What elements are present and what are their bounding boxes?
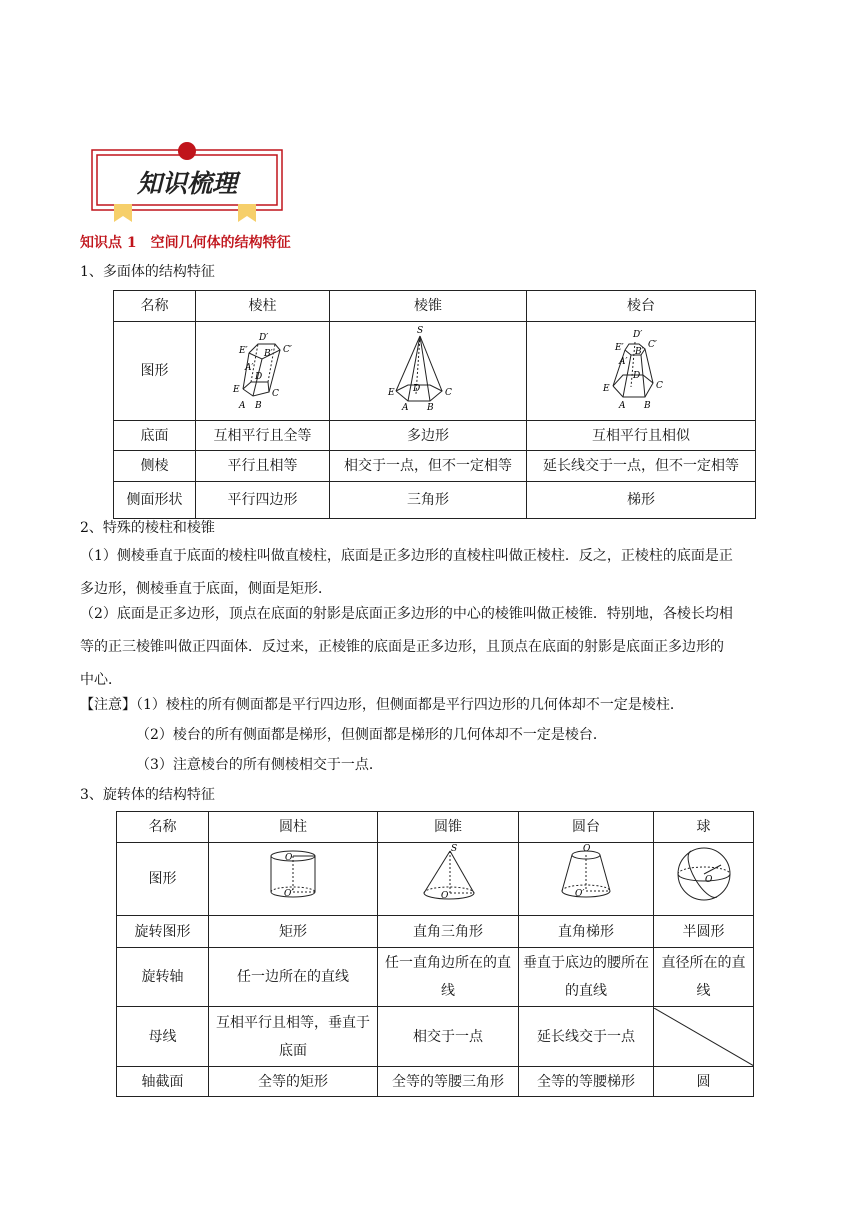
- table-header: 棱台: [527, 291, 756, 322]
- table-cell: 旋转图形: [117, 916, 209, 948]
- table-cell: 平行四边形: [196, 482, 330, 519]
- prism-label: E: [232, 385, 240, 395]
- table-row: [114, 482, 756, 519]
- table-cell: 任一直角边所在的直线: [378, 948, 519, 1007]
- text-line: 多边形，侧棱垂直于底面，侧面是矩形．: [80, 581, 332, 597]
- prism-label: A: [238, 401, 245, 410]
- table-cell: 圆: [654, 1067, 754, 1097]
- sphere-figure-cell: [654, 843, 754, 916]
- table-header: 球: [654, 812, 754, 843]
- cylinder-label: O: [285, 853, 293, 863]
- cylinder-label: O′: [284, 889, 294, 899]
- table-header: 圆锥: [378, 812, 519, 843]
- cone-label: S: [451, 844, 458, 854]
- table-header: 圆柱: [209, 812, 378, 843]
- table-cell: 侧面形状: [114, 482, 196, 519]
- table-cell: 图形: [114, 322, 196, 421]
- table-row: [117, 1007, 754, 1067]
- frustum-label: D′: [633, 330, 643, 340]
- prism-figure-cell: [196, 322, 330, 421]
- frustum-figure-cell: [527, 322, 756, 421]
- table-row: [117, 843, 754, 916]
- pyramid-label: S: [417, 326, 424, 336]
- section2-heading: 2、特殊的棱柱和棱锥: [80, 520, 215, 536]
- prism-label: B: [254, 401, 262, 410]
- frustum-label: B′: [635, 347, 644, 357]
- truncated-cone-label: O′: [575, 889, 585, 899]
- note-text: （1）棱柱的所有侧面都是平行四边形，但侧面都是平行四边形的几何体却不一定是棱柱．: [136, 697, 684, 713]
- note-line-1: [80, 694, 684, 714]
- pyramid-figure: [378, 322, 478, 410]
- frustum-figure: [591, 322, 691, 410]
- frustum-label: C: [656, 381, 663, 391]
- diagonal-empty-cell: [654, 1007, 754, 1067]
- text-line: （1）侧棱垂直于底面的棱柱叫做直棱柱，底面是正多边形的直棱柱叫做正棱柱．反之，正棱柱的底面是正: [80, 548, 733, 564]
- truncated-cone-label: O: [583, 844, 591, 854]
- knowledge-point-title: [80, 232, 291, 252]
- pyramid-label: E: [388, 388, 395, 398]
- prism-figure: [213, 322, 313, 410]
- table-row: [117, 812, 754, 843]
- knowledge-point-label: 知识点 1: [80, 235, 137, 251]
- table-cell: 垂直于底边的腰所在的直线: [519, 948, 654, 1007]
- revolution-body-table: [116, 811, 754, 1097]
- frustum-label: C′: [648, 340, 657, 350]
- table-cell: 图形: [117, 843, 209, 916]
- table-cell: 梯形: [527, 482, 756, 519]
- table-header: 棱柱: [196, 291, 330, 322]
- table-cell: 底面: [114, 421, 196, 451]
- prism-label: B′: [263, 349, 273, 359]
- section1-heading: 1、多面体的结构特征: [80, 264, 215, 280]
- table-cell: 矩形: [209, 916, 378, 948]
- table-cell: 延长线交于一点，但不一定相等: [527, 451, 756, 482]
- table-cell: 轴截面: [117, 1067, 209, 1097]
- table-cell: 全等的等腰梯形: [519, 1067, 654, 1097]
- table-cell: 相交于一点: [378, 1007, 519, 1067]
- truncated-cone-figure: [551, 843, 621, 905]
- table-cell: 互相平行且相似: [527, 421, 756, 451]
- table-row: [117, 948, 754, 1007]
- table-header: 圆台: [519, 812, 654, 843]
- table-header: 名称: [114, 291, 196, 322]
- text-line: （2）底面是正多边形，顶点在底面的射影是底面正多边形的中心的棱锥叫做正棱锥．特别地，各棱长均相: [80, 606, 733, 622]
- table-cell: 任一边所在的直线: [209, 948, 378, 1007]
- knowledge-point-name: 空间几何体的结构特征: [150, 235, 291, 251]
- table-cell: 半圆形: [654, 916, 754, 948]
- pyramid-label: D: [413, 384, 421, 394]
- table-cell: 全等的等腰三角形: [378, 1067, 519, 1097]
- sphere-figure: [669, 843, 739, 905]
- ribbon-right-icon: [238, 204, 256, 222]
- section3-heading: 3、旋转体的结构特征: [80, 787, 215, 803]
- table-cell: 旋转轴: [117, 948, 209, 1007]
- table-row: [117, 1067, 754, 1097]
- cone-figure: [413, 843, 483, 905]
- table-cell: 直角三角形: [378, 916, 519, 948]
- table-header: 名称: [117, 812, 209, 843]
- pyramid-figure-cell: [330, 322, 527, 421]
- prism-label: C: [271, 389, 279, 399]
- note-label: 【注意】: [80, 697, 136, 713]
- banner-dot-icon: [178, 142, 196, 160]
- prism-label: D: [254, 372, 262, 382]
- frustum-label: B: [644, 401, 651, 410]
- diagonal-line: [654, 1008, 754, 1066]
- table-cell: 多边形: [330, 421, 527, 451]
- sphere-label: O: [704, 875, 712, 885]
- table-header: 棱锥: [330, 291, 527, 322]
- table-cell: 全等的矩形: [209, 1067, 378, 1097]
- section-banner: [90, 142, 284, 224]
- table-cell: 延长线交于一点: [519, 1007, 654, 1067]
- pyramid-label: C: [445, 388, 452, 398]
- paragraph-1: [80, 540, 790, 606]
- table-cell: 母线: [117, 1007, 209, 1067]
- paragraph-2: [80, 598, 790, 697]
- prism-label: A′: [244, 363, 254, 373]
- table-cell: 三角形: [330, 482, 527, 519]
- cylinder-figure-cell: [209, 843, 378, 916]
- table-cell: 平行且相等: [196, 451, 330, 482]
- cone-figure-cell: [378, 843, 519, 916]
- table-row: [117, 916, 754, 948]
- cone-label: O: [441, 891, 449, 901]
- table-row: [114, 421, 756, 451]
- table-cell: 直角梯形: [519, 916, 654, 948]
- table-row: [114, 322, 756, 421]
- frustum-label: E′: [615, 343, 624, 353]
- prism-label: C′: [282, 345, 292, 355]
- note-line-3: （3）注意棱台的所有侧棱相交于一点．: [136, 757, 383, 773]
- table-row: [114, 451, 756, 482]
- pyramid-label: B: [427, 403, 434, 410]
- table-cell: 直径所在的直线: [654, 948, 754, 1007]
- text-line: 等的正三棱锥叫做正四面体．反过来，正棱锥的底面是正多边形，且顶点在底面的射影是底面正多边形的: [80, 639, 724, 655]
- cylinder-figure: [258, 843, 328, 905]
- frustum-label: A: [619, 401, 626, 410]
- prism-label: E′: [238, 346, 248, 356]
- banner-title: 知识梳理: [136, 169, 238, 198]
- truncated-cone-figure-cell: [519, 843, 654, 916]
- frustum-label: D: [633, 371, 641, 381]
- frustum-label: E: [603, 384, 610, 394]
- ribbon-left-icon: [114, 204, 132, 222]
- prism-label: D′: [258, 333, 268, 343]
- table-cell: 侧棱: [114, 451, 196, 482]
- pyramid-label: A: [402, 403, 409, 410]
- polyhedron-table: [113, 290, 756, 519]
- table-cell: 互相平行且相等，垂直于底面: [209, 1007, 378, 1067]
- note-line-2: （2）棱台的所有侧面都是梯形，但侧面都是梯形的几何体却不一定是棱台．: [136, 727, 607, 743]
- text-line: 中心．: [80, 672, 122, 688]
- table-cell: 互相平行且全等: [196, 421, 330, 451]
- frustum-label: A′: [619, 357, 628, 367]
- table-cell: 相交于一点，但不一定相等: [330, 451, 527, 482]
- table-row: [114, 291, 756, 322]
